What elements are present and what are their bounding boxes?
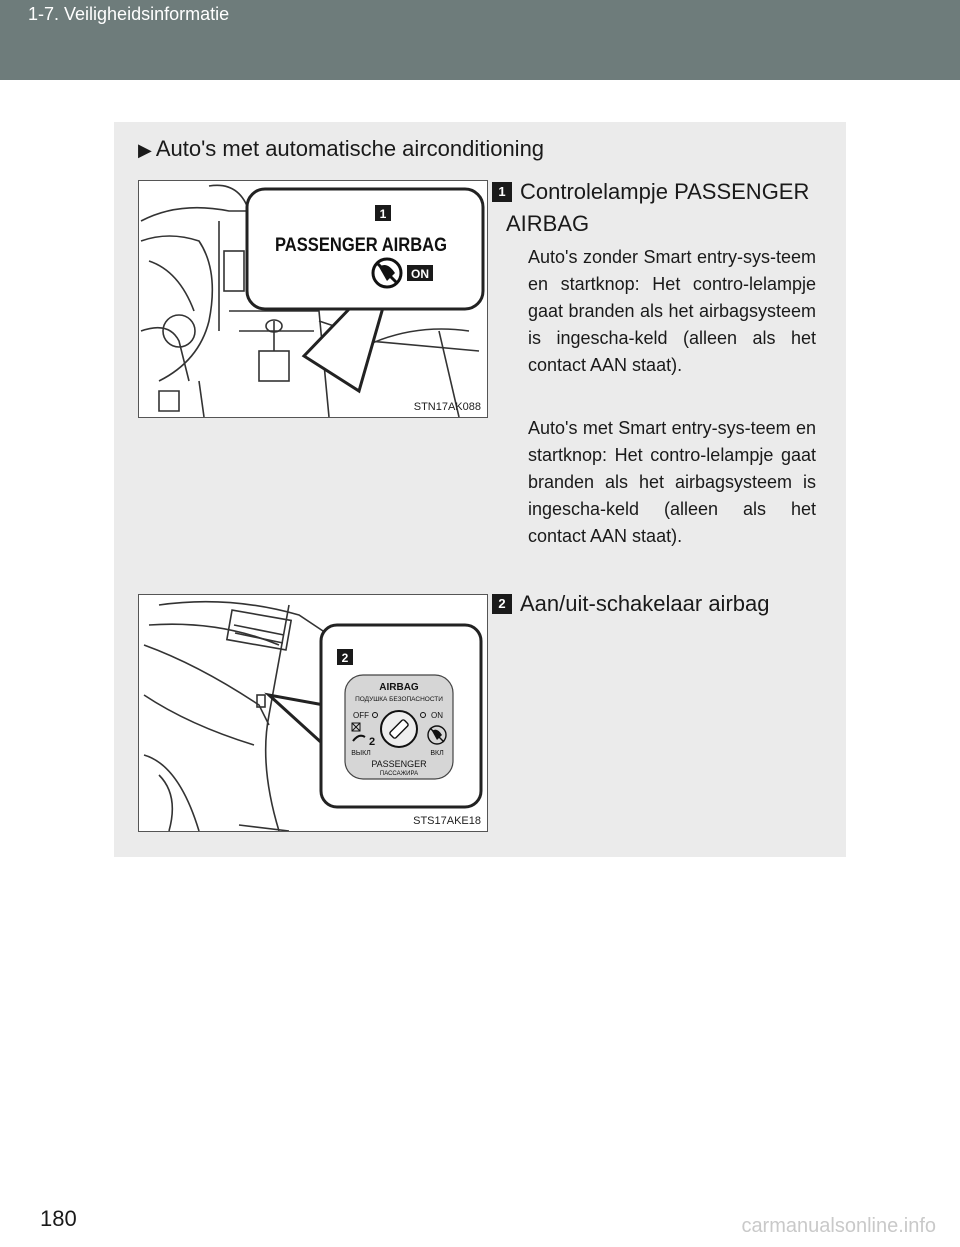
paragraph-no-smart-entry: Auto's zonder Smart entry-sys-teem en startknop: Het contro-lelampje gaat branden als het airbagsysteem is ingescha-keld (alleen als het contact AAN staat). xyxy=(528,247,816,375)
indicator-label: PASSENGER AIRBAG xyxy=(275,235,447,256)
indicator-state: ON xyxy=(411,267,429,281)
figure-indicator-lamp xyxy=(138,180,488,418)
item-number-badge: 1 xyxy=(492,182,512,202)
section-heading xyxy=(138,136,544,162)
item-title-line2: AIRBAG xyxy=(506,211,590,236)
dashboard-illustration xyxy=(139,181,487,417)
passenger-label: PASSENGER xyxy=(371,759,427,769)
item-number-badge: 2 xyxy=(492,594,512,614)
item-title-line1: Controlelampje PASSENGER xyxy=(520,179,810,204)
figure-code: STN17AK088 xyxy=(413,401,481,413)
on-label-ru: ВКЛ xyxy=(430,750,444,757)
callout-number: 2 xyxy=(341,651,349,665)
on-label: ON xyxy=(431,711,443,720)
key-switch-knob[interactable] xyxy=(381,711,417,747)
watermark: carmanualsonline.info xyxy=(741,1215,936,1237)
page-header xyxy=(0,0,960,80)
chapter-title: 1-7. Veiligheidsinformatie xyxy=(28,4,230,24)
item-title-line1: Aan/uit-schakelaar airbag xyxy=(520,591,770,616)
figure-code: STS17AKE18 xyxy=(413,815,481,827)
callout-number: 1 xyxy=(379,207,387,221)
glovebox-illustration xyxy=(139,595,487,831)
off-label-ru: ВЫКЛ xyxy=(351,750,371,757)
item-1-title xyxy=(498,176,826,240)
page-number: 180 xyxy=(40,1206,77,1231)
item-2-title xyxy=(498,588,826,620)
section-heading-text: Auto's met automatische airconditioning xyxy=(155,136,545,161)
off-label: OFF xyxy=(353,711,369,720)
switch-title-ru: ПОДУШКА БЕЗОПАСНОСТИ xyxy=(355,696,443,703)
seat-number: 2 xyxy=(369,736,376,748)
switch-title: AIRBAG xyxy=(379,682,419,693)
figure-airbag-switch xyxy=(138,594,488,832)
play-arrow-icon: ▶ xyxy=(138,140,152,160)
passenger-label-ru: ПАССАЖИРА xyxy=(379,771,419,777)
paragraph-smart-entry: Auto's met Smart entry-sys-teem en startknop: Het contro-lelampje gaat branden als het airbagsysteem is ingescha-keld (alleen als het contact AAN staat). xyxy=(528,418,816,546)
